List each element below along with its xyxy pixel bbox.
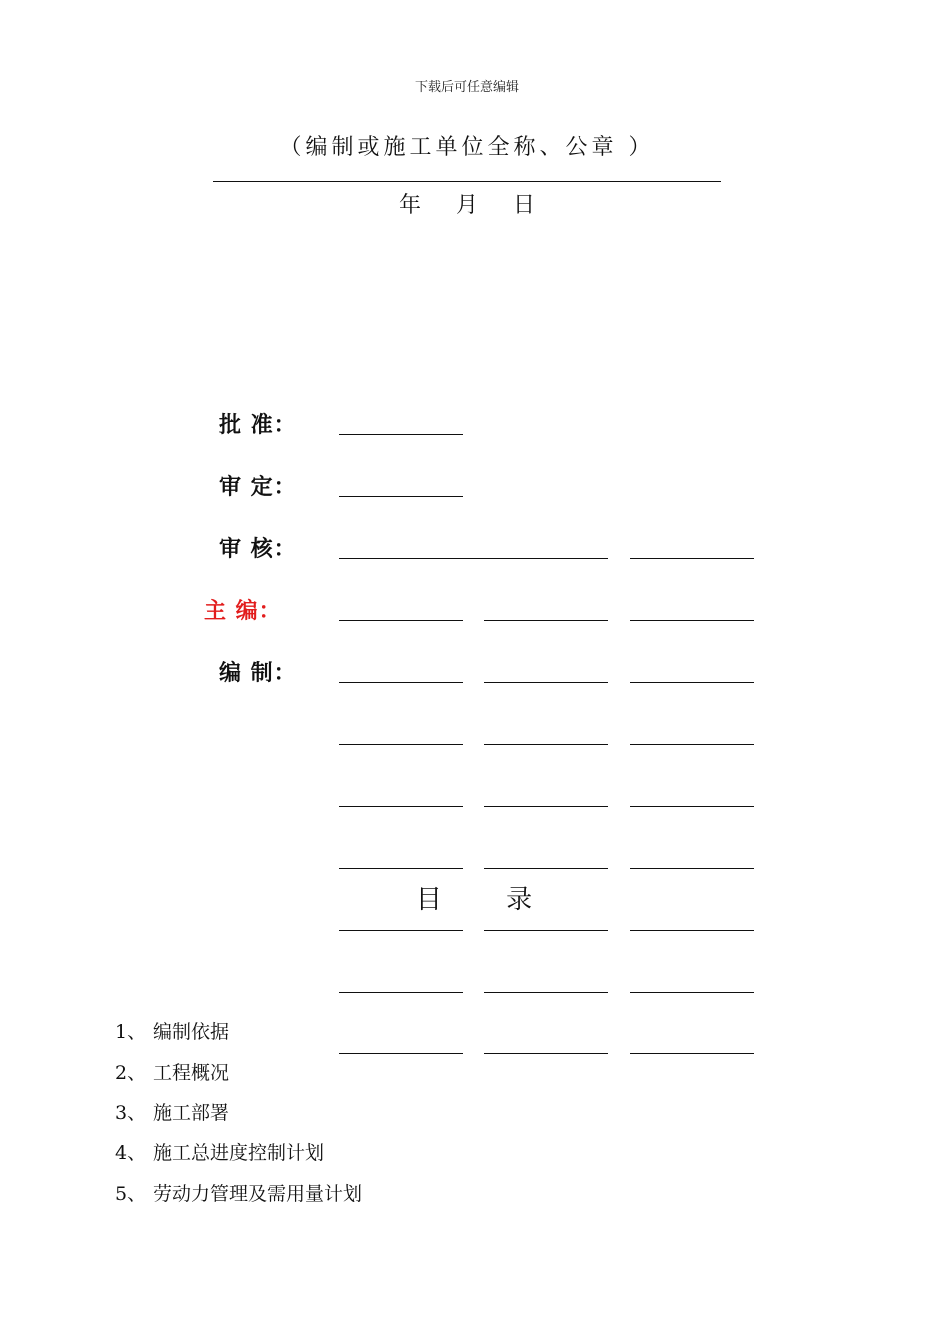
toc-title bbox=[340, 879, 608, 916]
toc-item-text: 劳动力管理及需用量计划 bbox=[153, 1183, 363, 1205]
organization-underline bbox=[213, 181, 721, 182]
signature-line-compile bbox=[484, 806, 608, 807]
organization-name: （编制或施工单位全称、公章 ） bbox=[279, 135, 655, 160]
toc-item bbox=[115, 1098, 229, 1125]
toc-item bbox=[115, 1058, 229, 1085]
signature-line-compile bbox=[339, 1053, 463, 1054]
signature-line-compile bbox=[484, 992, 608, 993]
label-review: 审 核： bbox=[219, 537, 297, 562]
signature-line-compile bbox=[630, 682, 754, 683]
date-year: 年 bbox=[398, 193, 421, 218]
signature-line-compile bbox=[630, 930, 754, 931]
header-note: 下载后可任意编辑 bbox=[414, 80, 519, 95]
signature-line-compile bbox=[339, 806, 463, 807]
label-confirm: 审 定： bbox=[219, 475, 297, 500]
signature-line-compile bbox=[630, 806, 754, 807]
date-line bbox=[0, 188, 934, 219]
signature-line-chief-1 bbox=[339, 620, 463, 621]
date-month: 月 bbox=[455, 193, 478, 218]
signature-line-compile bbox=[339, 868, 463, 869]
signature-line-compile bbox=[484, 682, 608, 683]
label-compile: 编 制： bbox=[219, 661, 297, 686]
label-approve: 批 准： bbox=[219, 413, 297, 438]
toc-item-number: 3、 bbox=[115, 1102, 147, 1124]
signature-line-compile bbox=[484, 744, 608, 745]
toc-item-text: 编制依据 bbox=[153, 1021, 230, 1043]
signature-line-review-1 bbox=[339, 558, 608, 559]
signature-line-compile bbox=[484, 930, 608, 931]
signature-line-compile bbox=[630, 992, 754, 993]
signature-line-compile bbox=[339, 682, 463, 683]
signature-line-review-2 bbox=[630, 558, 754, 559]
signature-line-compile bbox=[630, 1053, 754, 1054]
toc-item-number: 1、 bbox=[115, 1021, 147, 1043]
toc-item bbox=[115, 1179, 362, 1206]
toc-item-number: 2、 bbox=[115, 1062, 147, 1084]
signature-line-compile bbox=[630, 868, 754, 869]
toc-item-text: 施工部署 bbox=[153, 1102, 230, 1124]
date-day: 日 bbox=[513, 193, 536, 218]
toc-item bbox=[115, 1017, 229, 1044]
toc-title-char: 目 bbox=[415, 885, 442, 915]
toc-item bbox=[115, 1138, 324, 1165]
signature-line-confirm bbox=[339, 496, 463, 497]
toc-item-number: 5、 bbox=[115, 1183, 147, 1205]
signature-line-compile bbox=[484, 868, 608, 869]
toc-title-char: 录 bbox=[506, 885, 533, 915]
signature-line-compile bbox=[484, 1053, 608, 1054]
signature-line-compile bbox=[339, 744, 463, 745]
label-chief-editor: 主 编： bbox=[204, 599, 282, 624]
signature-line-compile bbox=[339, 930, 463, 931]
signature-line-compile bbox=[630, 744, 754, 745]
toc-item-text: 施工总进度控制计划 bbox=[153, 1142, 325, 1164]
toc-item-number: 4、 bbox=[115, 1142, 147, 1164]
signature-line-chief-2 bbox=[484, 620, 608, 621]
signature-line-approve bbox=[339, 434, 463, 435]
signature-line-compile bbox=[339, 992, 463, 993]
toc-item-text: 工程概况 bbox=[153, 1062, 230, 1084]
signature-line-chief-3 bbox=[630, 620, 754, 621]
